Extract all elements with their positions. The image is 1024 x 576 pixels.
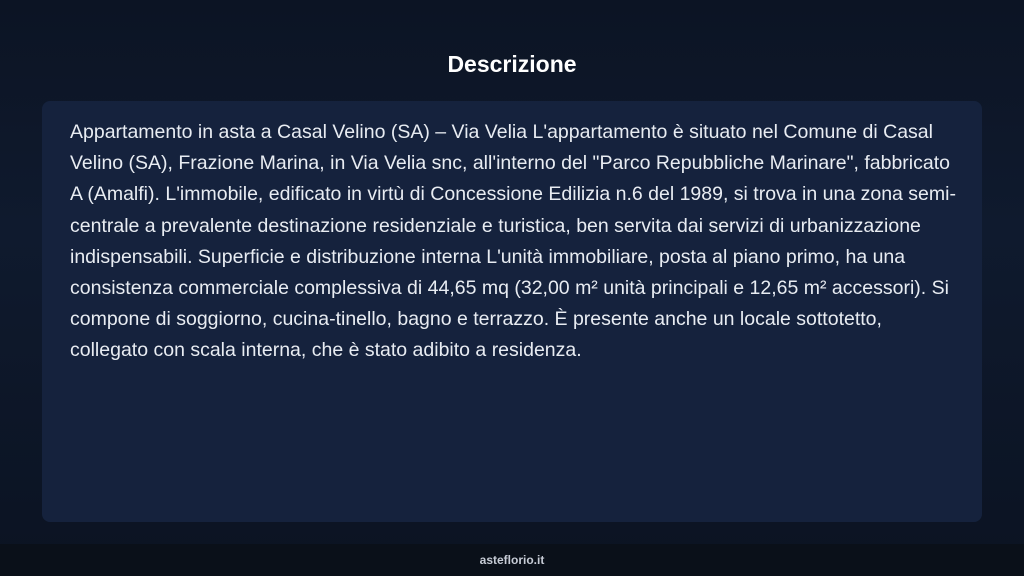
description-text: Appartamento in asta a Casal Velino (SA) – Via Velia L'appartamento è situato nel Comune di Casal Velino (SA), Frazione Marina, in Via Velia snc, all'interno del "Parco Repubbliche Marinare", fabbricato A (Amalfi). L'immobile, edificato in virtù di Concessione Edilizia n.6 del 1989, si trova in una zona semi-centrale a prevalente destinazione residenziale e turistica, ben servita dai servizi di urbanizzazione indispensabili. Superficie e distribuzione interna L'unità immobiliare, posta al piano primo, ha una consistenza commerciale complessiva di 44,65 mq (32,00 m² unità principali e 12,65 m² accessori). Si compone di soggiorno, cucina-tinello, bagno e terrazzo. È presente anche un locale sottotetto, collegato con scala interna, che è stato adibito a residenza. <box>70 121 956 362</box>
footer-site-link[interactable]: asteflorio.it <box>479 553 545 567</box>
page-title: Descrizione <box>447 51 577 77</box>
description-card <box>42 101 982 522</box>
footer-bar <box>0 544 1024 576</box>
